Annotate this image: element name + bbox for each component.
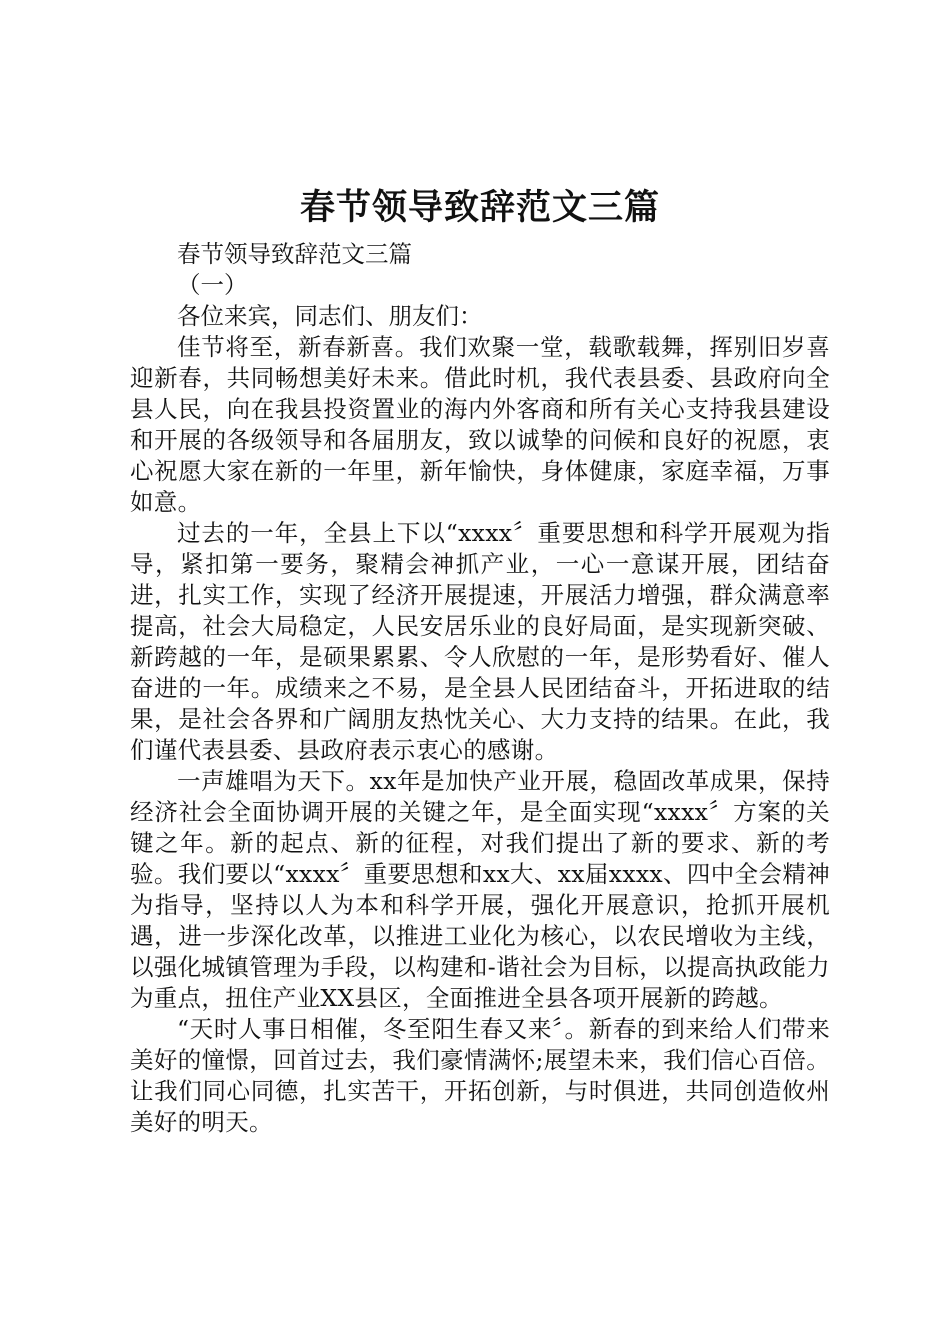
document-subtitle: 春节领导致辞范文三篇 xyxy=(177,240,412,268)
document-title: 春节领导致辞范文三篇 xyxy=(299,187,660,228)
section-number: （一） xyxy=(177,271,248,299)
paragraph-4: “天时人事日相催，冬至阳生春又来〞。新春的到来给人们带来美好的憧憬，回首过去，我们豪情满怀;展望未来，我们信心百倍。让我们同心同德，扎实苦干，开拓创新，与时俱进，共同创造攸州美好的明天。 xyxy=(130,1015,830,1136)
paragraph-2: 过去的一年，全县上下以“xxxx〞重要思想和科学开展观为指导，紧扣第一要务，聚精会神抓产业，一心一意谋开展，团结奋进，扎实工作，实现了经济开展提速，开展活力增强，群众满意率提高，社会大局稳定，人民安居乐业的良好局面，是实现新突破、新跨越的一年，是硕果累累、令人欣慰的一年，是形势看好、催人奋进的一年。成绩来之不易，是全县人民团结奋斗，开拓进取的结果，是社会各界和广阔朋友热忱关心、大力支持的结果。在此，我们谨代表县委、县政府表示衷心的感谢。 xyxy=(130,519,830,764)
salutation: 各位来宾，同志们、朋友们： xyxy=(177,302,483,330)
paragraph-3: 一声雄唱为天下。xx年是加快产业开展，稳固改革成果，保持经济社会全面协调开展的关键之年，是全面实现“xxxx〞方案的关键之年。新的起点、新的征程，对我们提出了新的要求、新的考验。我们要以“xxxx〞重要思想和xx大、xx届xxxx、四中全会精神为指导，坚持以人为本和科学开展，强化开展意识，抢抓开展机遇，进一步深化改革，以推进工业化为核心，以农民增收为主线，以强化城镇管理为手段，以构建和-谐社会为目标，以提高执政能力为重点，扭住产业XX县区，全面推进全县各项开展新的跨越。 xyxy=(130,767,830,1012)
paragraph-1: 佳节将至，新春新喜。我们欢聚一堂，载歌载舞，挥别旧岁喜迎新春，共同畅想美好未来。借此时机，我代表县委、县政府向全县人民，向在我县投资置业的海内外客商和所有关心支持我县建设和开展的各级领导和各届朋友，致以诚挚的问候和良好的祝愿，衷心祝愿大家在新的一年里，新年愉快，身体健康，家庭幸福，万事如意。 xyxy=(130,333,830,516)
document-page xyxy=(130,183,830,1138)
